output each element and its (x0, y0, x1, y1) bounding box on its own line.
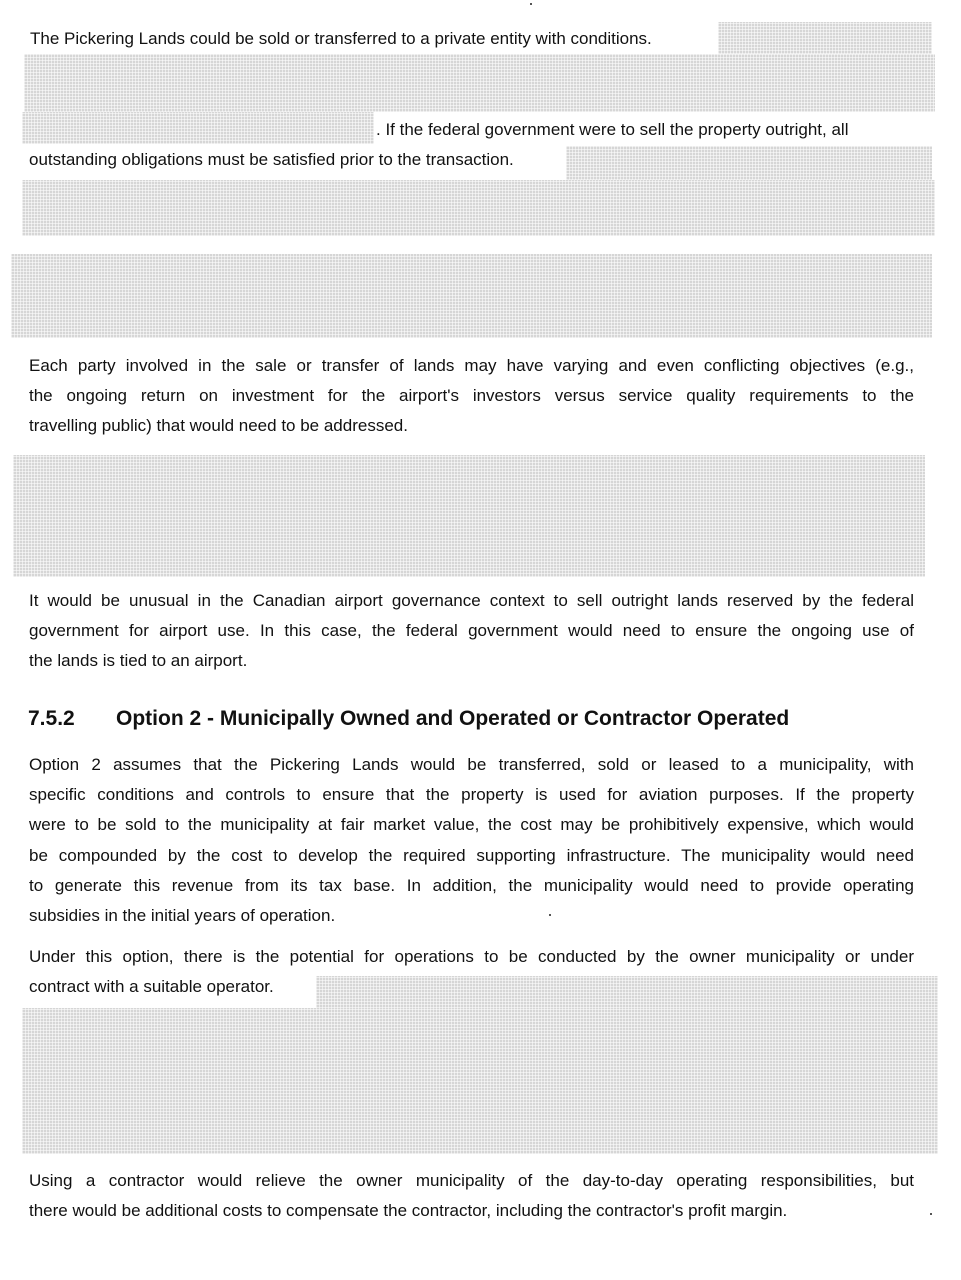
p2-line3: travelling public) that would need to be addressed. (29, 416, 408, 435)
p5-line2: contract with a suitable operator. (29, 977, 274, 996)
section-number: 7.5.2 (28, 707, 75, 730)
p2-line1: Each party involved in the sale or transfer of lands may have varying and even conflicting objectives (e.g., (29, 356, 914, 375)
p4-line5: to generate this revenue from its tax base. In addition, the municipality would need to provide operating (29, 876, 914, 895)
redaction-block-5a (316, 976, 938, 1008)
p2-line2: the ongoing return on investment for the airport's investors versus service quality requirements to the (29, 386, 914, 405)
p4-line2: specific conditions and controls to ensure that the property is used for aviation purposes. If the property (29, 785, 914, 804)
p3-line3: the lands is tied to an airport. (29, 651, 248, 670)
p3-line2: government for airport use. In this case, the federal government would need to ensure the ongoing use of (29, 621, 914, 640)
p6-line2: there would be additional costs to compensate the contractor, including the contractor's profit margin. (29, 1201, 788, 1220)
p4-line4: be compounded by the cost to develop the required supporting infrastructure. The municipality would need (29, 846, 914, 865)
redaction-block-5b (22, 1008, 938, 1154)
p1-line2: . If the federal government were to sell the property outright, all (376, 120, 849, 139)
p6-line1: Using a contractor would relieve the owner municipality of the day-to-day operating responsibilities, but (29, 1171, 914, 1190)
scan-speck (930, 1213, 932, 1215)
p5-line1: Under this option, there is the potential for operations to be conducted by the owner municipality or under (29, 947, 914, 966)
p1-line1: The Pickering Lands could be sold or transferred to a private entity with conditions. (30, 29, 652, 48)
scan-speck (530, 3, 532, 5)
p3-line1: It would be unusual in the Canadian airport governance context to sell outright lands reserved by the federal (29, 591, 914, 610)
redaction-block-2b (22, 180, 935, 236)
section-title: Option 2 - Municipally Owned and Operated or Contractor Operated (116, 707, 790, 730)
p4-line1: Option 2 assumes that the Pickering Lands would be transferred, sold or leased to a municipality, with (29, 755, 914, 774)
redaction-block-2a (566, 146, 932, 180)
redaction-block-3 (11, 254, 932, 338)
redaction-block-1b (24, 54, 935, 112)
redaction-block-1a (718, 22, 932, 54)
scan-speck (549, 914, 551, 916)
p4-line6: subsidies in the initial years of operation. (29, 906, 336, 925)
p4-line3: were to be sold to the municipality at fair market value, the cost may be prohibitively expensive, which would (29, 815, 914, 834)
redaction-block-4 (13, 455, 925, 577)
p1-line3: outstanding obligations must be satisfied prior to the transaction. (29, 150, 514, 169)
redaction-block-1c (22, 112, 374, 144)
